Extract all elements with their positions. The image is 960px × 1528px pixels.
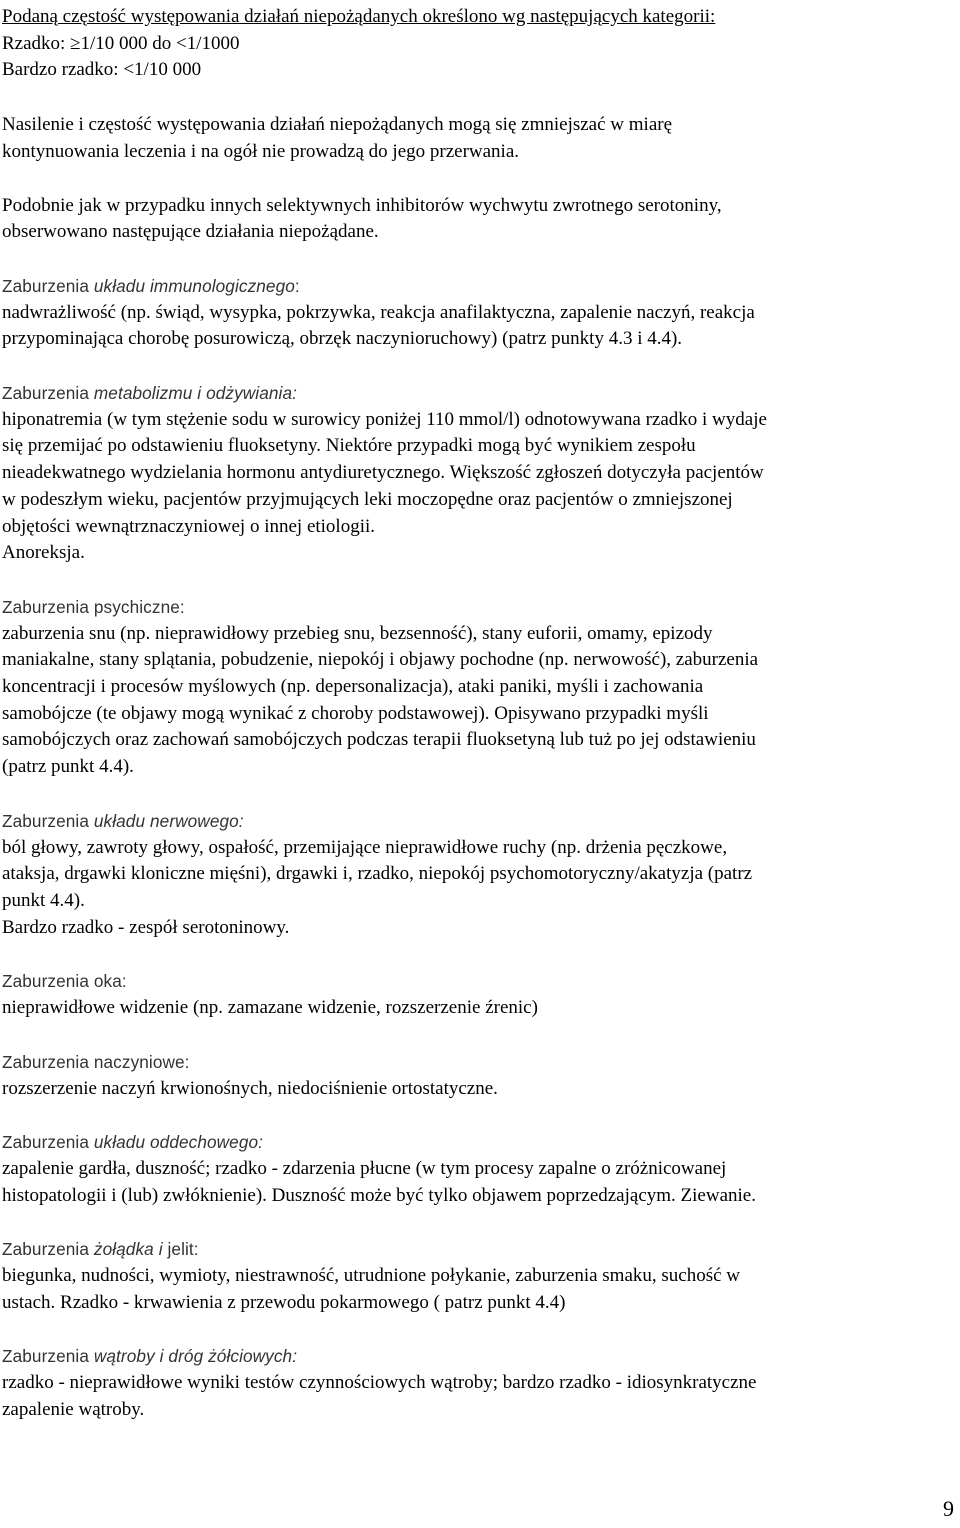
section-heading-italic: układu immunologicznego <box>93 275 295 296</box>
section-body-line: ból głowy, zawroty głowy, ospałość, przemijające nieprawidłowe ruchy (np. drżenia pęczkowe, <box>2 836 728 858</box>
section-body-line: Anoreksja. <box>2 542 85 564</box>
section-heading-text: Zaburzenia <box>2 383 94 404</box>
section-heading <box>2 1129 947 1156</box>
section-body-line: nieadekwatnego wydzielania hormonu antydiuretycznego. Większość zgłoszeń dotyczyła pacjentów <box>2 462 764 484</box>
section-body-line: koncentracji i procesów myślowych (np. depersonalizacja), ataki paniki, myśli i zachowania <box>2 676 704 698</box>
section-heading-text: Zaburzenia <box>2 1132 94 1153</box>
section-body-line: ustach. Rzadko - krwawienia z przewodu pokarmowego ( patrz punkt 4.4) <box>2 1291 566 1313</box>
adverse-section <box>2 594 947 781</box>
document-page <box>2 4 947 1424</box>
section-heading <box>2 594 947 621</box>
section-heading-text: Zaburzenia oka: <box>2 971 127 992</box>
section-heading-italic: metabolizmu i odżywiania: <box>93 383 297 404</box>
paragraph-line: obserwowano następujące działania niepożądane. <box>2 221 379 243</box>
section-body-line: zapalenie gardła, duszność; rzadko - zdarzenia płucne (w tym procesy zapalne o zróżnicowanej <box>2 1157 727 1179</box>
section-heading-text: jelit: <box>167 1239 199 1260</box>
section-body-line: przypominająca chorobę posurowiczą, obrzęk naczynioruchowy) (patrz punkty 4.3 i 4.4). <box>2 328 683 350</box>
section-heading-italic: układu oddechowego: <box>93 1132 264 1153</box>
paragraph-severity <box>2 112 947 165</box>
section-body-line: samobójcze (te objawy mogą wynikać z choroby podstawowej). Opisywano przypadki myśli <box>2 702 709 724</box>
section-body-line: Bardzo rzadko - zespół serotoninowy. <box>2 916 290 938</box>
section-body-line: histopatologii i (lub) zwłóknienie). Duszność może być tylko objawem poprzedzającym. Ziewanie. <box>2 1184 756 1206</box>
frequency-categories <box>2 4 947 84</box>
section-heading <box>2 380 947 407</box>
frequency-very-rare: Bardzo rzadko: <1/10 000 <box>2 59 202 81</box>
section-body-line: hiponatremia (w tym stężenie sodu w surowicy poniżej 110 mmol/l) odnotowywana rzadko i wydaje <box>2 408 767 430</box>
section-heading-text: : <box>294 275 300 296</box>
section-body-line: (patrz punkt 4.4). <box>2 756 134 778</box>
section-body-line: zaburzenia snu (np. nieprawidłowy przebieg snu, bezsenność), stany euforii, omamy, epizody <box>2 622 713 644</box>
section-body-line: biegunka, nudności, wymioty, niestrawność, utrudnione połykanie, zaburzenia smaku, suchość w <box>2 1265 741 1287</box>
section-body-line: objętości wewnątrznaczyniowej o innej etiologii. <box>2 515 376 537</box>
section-heading-text: Zaburzenia naczyniowe: <box>2 1051 190 1072</box>
section-heading <box>2 808 947 835</box>
section-body-line: maniakalne, stany splątania, pobudzenie, niepokój i objawy pochodne (np. nerwowość), zaburzenia <box>2 649 759 671</box>
section-heading-italic: układu nerwowego: <box>93 810 244 831</box>
section-body-line: rozszerzenie naczyń krwionośnych, niedociśnienie ortostatyczne. <box>2 1077 498 1099</box>
paragraph-line: Nasilenie i częstość występowania działań niepożądanych mogą się zmniejszać w miarę <box>2 114 673 136</box>
section-heading-text: Zaburzenia <box>2 1239 94 1260</box>
section-heading <box>2 968 947 995</box>
paragraph-line: Podobnie jak w przypadku innych selektywnych inhibitorów wychwytu zwrotnego serotoniny, <box>2 194 722 216</box>
adverse-section <box>2 808 947 942</box>
section-body-line: samobójczych oraz zachowań samobójczych podczas terapii fluoksetyną lub tuż po jej odstawieniu <box>2 729 756 751</box>
section-body-line: ataksja, drgawki kloniczne mięśni), drgawki i, rzadko, niepokój psychomotoryczny/akatyzja (patrz <box>2 863 753 885</box>
section-heading-text: Zaburzenia <box>2 275 94 296</box>
section-heading-italic: żołądka i <box>93 1239 168 1260</box>
adverse-section <box>2 1343 947 1423</box>
section-heading <box>2 1236 947 1263</box>
section-body-line: punkt 4.4). <box>2 889 85 911</box>
section-heading <box>2 273 947 300</box>
section-body-line: nadwrażliwość (np. świąd, wysypka, pokrzywka, reakcja anafilaktyczna, zapalenie naczyń, reakcja <box>2 301 755 323</box>
section-heading-text: Zaburzenia <box>2 1346 94 1367</box>
page-number: 9 <box>943 1496 954 1521</box>
adverse-section <box>2 1236 947 1316</box>
section-heading-text: Zaburzenia psychiczne: <box>2 596 185 617</box>
section-heading <box>2 1343 947 1370</box>
section-body-line: zapalenie wątroby. <box>2 1398 145 1420</box>
adverse-effect-sections <box>2 246 947 1424</box>
paragraph-line: kontynuowania leczenia i na ogół nie prowadzą do jego przerwania. <box>2 140 520 162</box>
frequency-rare: Rzadko: ≥1/10 000 do <1/1000 <box>2 32 240 54</box>
paragraph-ssri <box>2 193 947 246</box>
frequency-heading: Podaną częstość występowania działań niepożądanych określono wg następujących kategorii: <box>2 6 716 27</box>
section-heading <box>2 1049 947 1076</box>
section-body-line: się przemijać po odstawieniu fluoksetyny. Niektóre przypadki mogą być wynikiem zespołu <box>2 435 696 457</box>
section-body-line: w podeszłym wieku, pacjentów przyjmujących leki moczopędne oraz pacjentów o zmniejszonej <box>2 488 733 510</box>
section-body-line: rzadko - nieprawidłowe wyniki testów czynnościowych wątroby; bardzo rzadko - idiosynkratyczne <box>2 1372 757 1394</box>
adverse-section <box>2 380 947 567</box>
section-body-line: nieprawidłowe widzenie (np. zamazane widzenie, rozszerzenie źrenic) <box>2 997 538 1019</box>
section-heading-text: Zaburzenia <box>2 810 94 831</box>
adverse-section <box>2 968 947 1021</box>
adverse-section <box>2 1049 947 1102</box>
section-heading-italic: wątroby i dróg żółciowych: <box>93 1346 298 1367</box>
adverse-section <box>2 1129 947 1209</box>
adverse-section <box>2 273 947 353</box>
